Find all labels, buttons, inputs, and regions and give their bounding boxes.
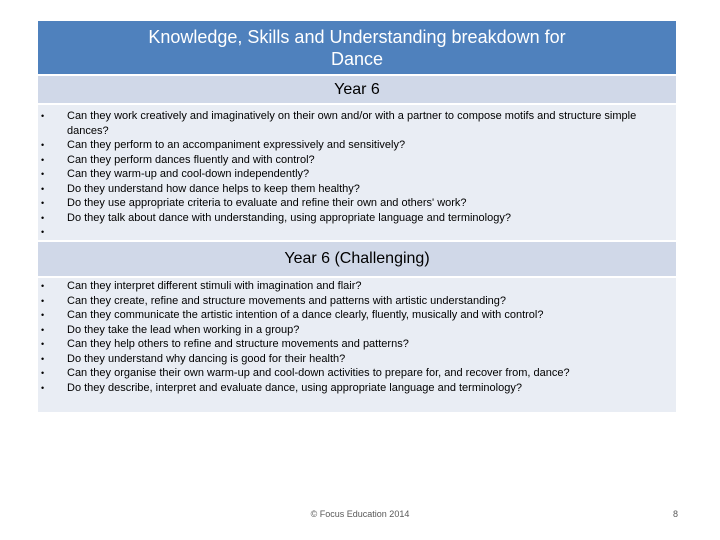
list-item-text: Can they perform to an accompaniment expressively and sensitively?	[67, 139, 406, 151]
section-heading-row	[38, 242, 676, 276]
content-table	[38, 21, 676, 412]
list-item-text: Can they help others to refine and structure movements and patterns?	[67, 338, 409, 350]
bullet: •	[41, 227, 45, 237]
list-item-text: Can they warm-up and cool-down independently?	[67, 168, 310, 180]
page-title: Knowledge, Skills and Understanding breakdown for Dance	[148, 26, 566, 69]
bullet: •	[41, 154, 45, 165]
list-item-text: Do they talk about dance with understanding, using appropriate language and terminology?	[67, 211, 511, 224]
bullet: •	[41, 382, 45, 393]
section-heading: Year 6 (Challenging)	[284, 250, 430, 267]
bullet: •	[41, 183, 45, 194]
page-number: 8	[672, 509, 678, 519]
bullet: •	[41, 212, 45, 223]
bullet: •	[41, 281, 45, 291]
list-item-text: Can they work creatively and imaginatively on their own and/or with a partner to compose motifs and structure simple dances?	[67, 110, 637, 137]
bullet: •	[41, 140, 45, 150]
copyright-text: © Focus Education 2014	[310, 509, 410, 519]
list-item-text: Can they interpret different stimuli with imagination and flair?	[67, 280, 362, 292]
list-item-text: Can they perform dances fluently and with control?	[67, 153, 315, 166]
list-item-text: Can they organise their own warm-up and cool-down activities to prepare for, and recover from, dance?	[67, 367, 570, 379]
bullet: •	[41, 339, 45, 349]
list-item-text: Do they describe, interpret and evaluate dance, using appropriate language and terminology?	[67, 381, 522, 394]
bullet: •	[41, 198, 45, 208]
bullet: •	[41, 111, 45, 121]
list-item-text: Do they understand why dancing is good for their health?	[67, 352, 346, 365]
bullet: •	[41, 169, 45, 179]
bullet: •	[41, 353, 45, 364]
list-item-text: Can they communicate the artistic intention of a dance clearly, fluently, musically and with control?	[67, 309, 544, 321]
title-row	[38, 21, 676, 74]
list-item-text: Can they create, refine and structure movements and patterns with artistic understanding?	[67, 294, 507, 307]
bullet: •	[41, 295, 45, 306]
bullet: •	[41, 368, 45, 378]
section-body	[38, 278, 676, 412]
footer	[0, 509, 720, 523]
list-item-text: Do they understand how dance helps to keep them healthy?	[67, 182, 360, 195]
section-body	[38, 105, 676, 240]
section-heading-row	[38, 76, 676, 103]
list-item-text: Do they use appropriate criteria to evaluate and refine their own and others' work?	[67, 197, 467, 209]
bullet: •	[41, 310, 45, 320]
bullet: •	[41, 324, 45, 335]
section-heading: Year 6	[334, 80, 380, 98]
list-item-text: Do they take the lead when working in a group?	[67, 323, 300, 336]
